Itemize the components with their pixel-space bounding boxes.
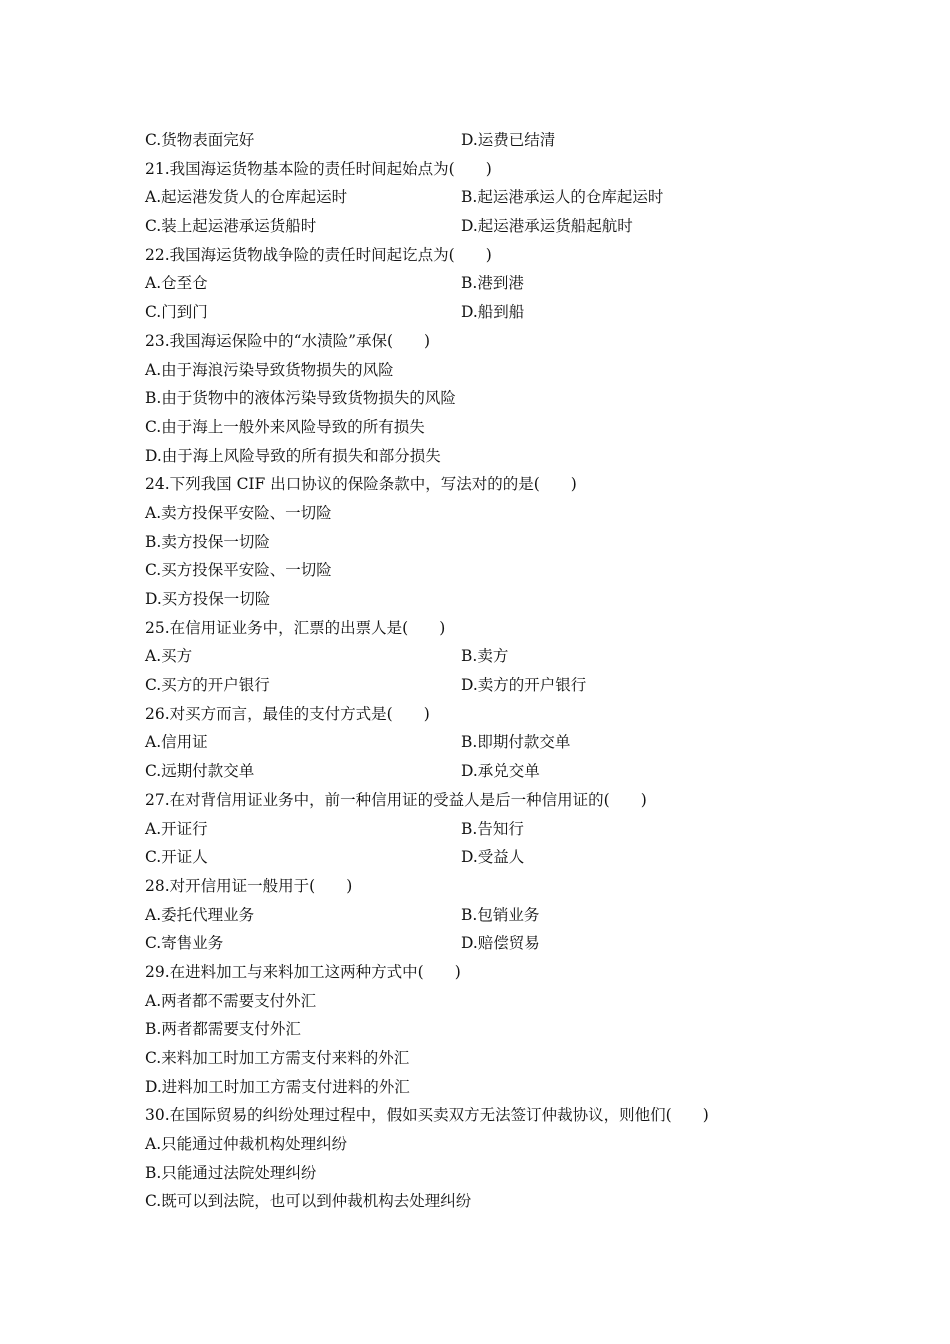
option-text: A.仓至仓 xyxy=(145,274,208,293)
option-text: A.两者都不需要支付外汇 xyxy=(145,991,317,1010)
option-text: A.委托代理业务 xyxy=(145,905,255,924)
option-row xyxy=(145,212,845,241)
option-row xyxy=(145,815,845,844)
option-text: B.两者都需要支付外汇 xyxy=(145,1020,301,1039)
question-text: 27.在对背信用证业务中，前一种信用证的受益人是后一种信用证的( ) xyxy=(145,790,647,809)
option-row xyxy=(145,671,845,700)
option-text: D.买方投保一切险 xyxy=(145,590,271,608)
option-text: B.起运港承运人的仓库起运时 xyxy=(461,188,664,207)
question-text: 28.对开信用证一般用于( ) xyxy=(145,876,353,895)
option-text: B.卖方投保一切险 xyxy=(145,532,270,551)
option-text: B.由于货物中的液体污染导致货物损失的风险 xyxy=(145,389,456,408)
option-text: C.门到门 xyxy=(145,303,208,322)
option-row xyxy=(145,901,845,930)
option-text: A.开证行 xyxy=(145,819,208,838)
option-text: B.港到港 xyxy=(461,274,524,293)
option-text: D.由于海上风险导致的所有损失和部分损失 xyxy=(145,446,441,465)
option-text: C.既可以到法院，也可以到仲裁机构去处理纠纷 xyxy=(145,1192,472,1211)
option-text: C.开证人 xyxy=(145,848,208,867)
question-text: 24.下列我国 CIF 出口协议的保险条款中，写法对的的是( ) xyxy=(145,475,577,494)
option-text: C.远期付款交单 xyxy=(145,762,255,781)
question-text: 25.在信用证业务中，汇票的出票人是( ) xyxy=(145,618,446,637)
option-text: C.买方投保平安险、一切险 xyxy=(145,561,332,580)
option-text: C.由于海上一般外来风险导致的所有损失 xyxy=(145,417,425,436)
option-text: B.告知行 xyxy=(461,819,524,838)
question-text: 29.在进料加工与来料加工这两种方式中( ) xyxy=(145,962,461,981)
option-text: B.包销业务 xyxy=(461,905,540,924)
option-text: A.信用证 xyxy=(145,733,208,752)
option-text: D.卖方的开户银行 xyxy=(461,676,587,695)
option-text: D.受益人 xyxy=(461,848,525,867)
option-text: A.起运港发货人的仓库起运时 xyxy=(145,188,348,207)
option-row xyxy=(145,126,845,155)
option-text: D.起运港承运货船起航时 xyxy=(461,217,633,236)
question-text: 22.我国海运货物战争险的责任时间起讫点为( ) xyxy=(145,245,492,264)
question-text: 21.我国海运货物基本险的责任时间起始点为( ) xyxy=(145,159,492,178)
option-text: B.卖方 xyxy=(461,647,509,666)
option-text: C.寄售业务 xyxy=(145,934,224,953)
option-text: C.来料加工时加工方需支付来料的外汇 xyxy=(145,1049,410,1067)
option-text: D.赔偿贸易 xyxy=(461,934,540,953)
option-text: A.由于海浪污染导致货物损失的风险 xyxy=(145,360,394,379)
option-row xyxy=(145,757,845,786)
option-row xyxy=(145,183,845,212)
option-row xyxy=(145,843,845,872)
question-text: 30.在国际贸易的纠纷处理过程中，假如买卖双方无法签订仲裁协议，则他们( ) xyxy=(145,1106,709,1125)
option-text: D.进料加工时加工方需支付进料的外汇 xyxy=(145,1077,410,1096)
option-row xyxy=(145,298,845,327)
option-text: A.买方 xyxy=(145,647,193,666)
option-text: B.只能通过法院处理纠纷 xyxy=(145,1163,317,1182)
question-text: 23.我国海运保险中的“水渍险”承保( ) xyxy=(145,331,431,350)
option-text: D.船到船 xyxy=(461,303,525,322)
option-text: C.买方的开户银行 xyxy=(145,676,270,695)
exam-page xyxy=(145,126,845,1216)
option-text: A.卖方投保平安险、一切险 xyxy=(145,503,332,522)
option-text: C.货物表面完好 xyxy=(145,131,255,149)
option-row xyxy=(145,642,845,671)
question-text: 26.对买方而言，最佳的支付方式是( ) xyxy=(145,704,430,723)
option-row xyxy=(145,728,845,757)
option-text: A.只能通过仲裁机构处理纠纷 xyxy=(145,1135,348,1154)
option-text: B.即期付款交单 xyxy=(461,733,571,752)
option-text: C.装上起运港承运货船时 xyxy=(145,217,317,236)
option-row xyxy=(145,929,845,958)
option-row xyxy=(145,269,845,298)
option-text: D.承兑交单 xyxy=(461,762,540,781)
option-text: D.运费已结清 xyxy=(461,131,556,149)
